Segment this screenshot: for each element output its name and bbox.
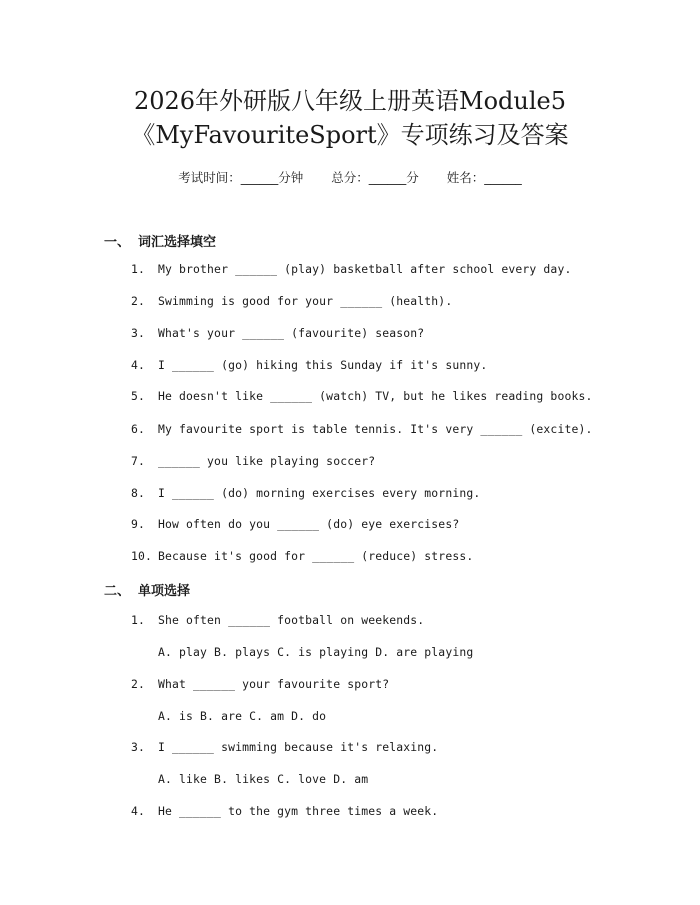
answer-options: A. like B. likes C. love D. am [158,772,369,786]
question-item [131,804,438,818]
question-number: 1. [131,613,146,627]
question-number: 7. [131,454,146,468]
question-text: She often ______ football on weekends. [158,613,425,627]
exam-meta [0,168,700,186]
question-text: My favourite sport is table tennis. It's very ______ (excite). [158,422,593,436]
question-text: I ______ (go) hiking this Sunday if it's sunny. [158,358,488,372]
question-number: 4. [131,358,146,372]
question-item [131,389,592,403]
question-item [131,262,571,276]
question-item [131,326,424,340]
question-number: 10. [131,549,153,563]
question-text: What ______ your favourite sport? [158,677,390,691]
document-title-line2: 《MyFavouriteSport》专项练习及答案 [131,121,569,149]
question-number: 4. [131,804,146,818]
question-number: 5. [131,389,146,403]
student-name-field: 姓名：______ [446,170,522,185]
question-text: Swimming is good for your ______ (health). [158,294,453,308]
document-title-line1: 2026年外研版八年级上册英语Module5 [133,87,567,115]
question-text: How often do you ______ (do) eye exercises? [158,517,460,531]
question-text: What's your ______ (favourite) season? [158,326,425,340]
question-number: 1. [131,262,146,276]
answer-options: A. is B. are C. am D. do [158,709,327,723]
question-number: 8. [131,486,146,500]
question-text: My brother ______ (play) basketball after school every day. [158,262,572,276]
question-item [131,454,375,468]
question-item [131,358,487,372]
question-number: 6. [131,422,146,436]
question-text: He doesn't like ______ (watch) TV, but he likes reading books. [158,389,593,403]
section-heading [104,231,216,250]
question-item [131,486,480,500]
total-score-field: 总分：______分 [331,170,419,185]
answer-options: A. play B. plays C. is playing D. are playing [158,645,474,659]
question-text: ______ you like playing soccer? [158,454,376,468]
exam-time-field: 考试时间：______分钟 [178,170,304,185]
section-number: 一、 [104,235,131,250]
question-number: 2. [131,677,146,691]
question-number: 3. [131,326,146,340]
question-item [131,517,459,531]
question-number: 3. [131,740,146,754]
section-number: 二、 [104,584,131,599]
question-item [131,740,438,754]
section-heading [104,580,190,599]
section-title: 单项选择 [138,584,191,599]
question-number: 2. [131,294,146,308]
question-item [131,422,592,436]
question-item [131,677,389,691]
question-text: He ______ to the gym three times a week. [158,804,439,818]
section-title: 词汇选择填空 [138,235,217,250]
question-item [131,549,473,563]
question-item [131,613,424,627]
question-text: I ______ swimming because it's relaxing. [158,740,439,754]
question-text: I ______ (do) morning exercises every morning. [158,486,481,500]
question-number: 9. [131,517,146,531]
question-text: Because it's good for ______ (reduce) stress. [158,549,474,563]
question-item [131,294,452,308]
